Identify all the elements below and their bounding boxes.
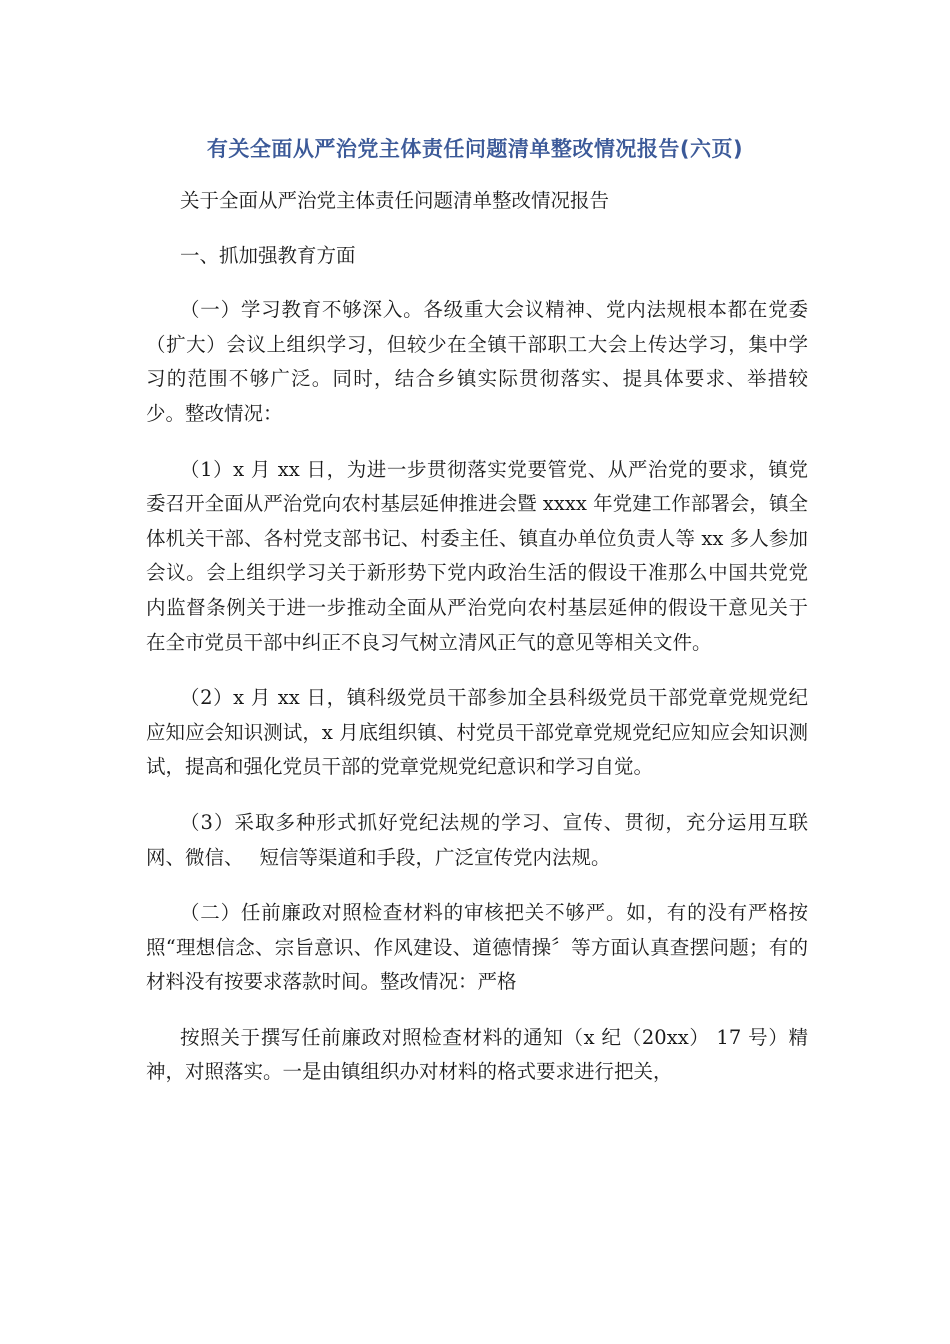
paragraph: （2）x 月 xx 日，镇科级党员干部参加全县科级党员干部党章党规党纪应知应会知识测试，x 月底组织镇、村党员干部党章党规党纪应知应会知识测试，提高和强化党员干部的党章党规党纪意识和学习自觉。 bbox=[146, 686, 808, 779]
paragraph: （1）x 月 xx 日，为进一步贯彻落实党要管党、从严治党的要求，镇党委召开全面从严治党向农村基层延伸推进会暨 xxxx 年党建工作部署会，镇全体机关干部、各村党支部书记、村委主任、镇直办单位负责人等 xx 多人参加会议。会上组织学习关于新形势下党内政治生活的假设干准那么中国共党党内监督条例关于进一步推动全面从严治党向农村基层延伸的假设干意见关于在全市党员干部中纠正不良习气树立清风正气的意见等相关文件。 bbox=[146, 457, 808, 654]
paragraph: （一）学习教育不够深入。各级重大会议精神、党内法规根本都在党委（扩大）会议上组织学习，但较少在全镇干部职工大会上传达学习，集中学习的范围不够广泛。同时，结合乡镇实际贯彻落实、提具体要求、举措较少。整改情况： bbox=[146, 298, 808, 425]
section-heading: 一、抓加强教育方面 bbox=[180, 243, 356, 267]
paragraph: （二）任前廉政对照检查材料的审核把关不够严。如，有的没有严格按照“理想信念、宗旨意识、作风建设、道德情操〞等方面认真查摆问题；有的材料没有按要求落款时间。整改情况：严格 bbox=[146, 901, 808, 994]
document-body bbox=[146, 184, 808, 1090]
paragraph: （3）采取多种形式抓好党纪法规的学习、宣传、贯彻，充分运用互联网、微信、 短信等渠道和手段，广泛宣传党内法规。 bbox=[146, 810, 808, 869]
document-subtitle: 关于全面从严治党主体责任问题清单整改情况报告 bbox=[180, 189, 610, 212]
document-title: 有关全面从严治党主体责任问题清单整改情况报告(六页) bbox=[206, 137, 744, 161]
paragraph: 按照关于撰写任前廉政对照检查材料的通知（x 纪（20xx） 17 号）精神，对照落实。一是由镇组织办对材料的格式要求进行把关， bbox=[146, 1025, 808, 1084]
